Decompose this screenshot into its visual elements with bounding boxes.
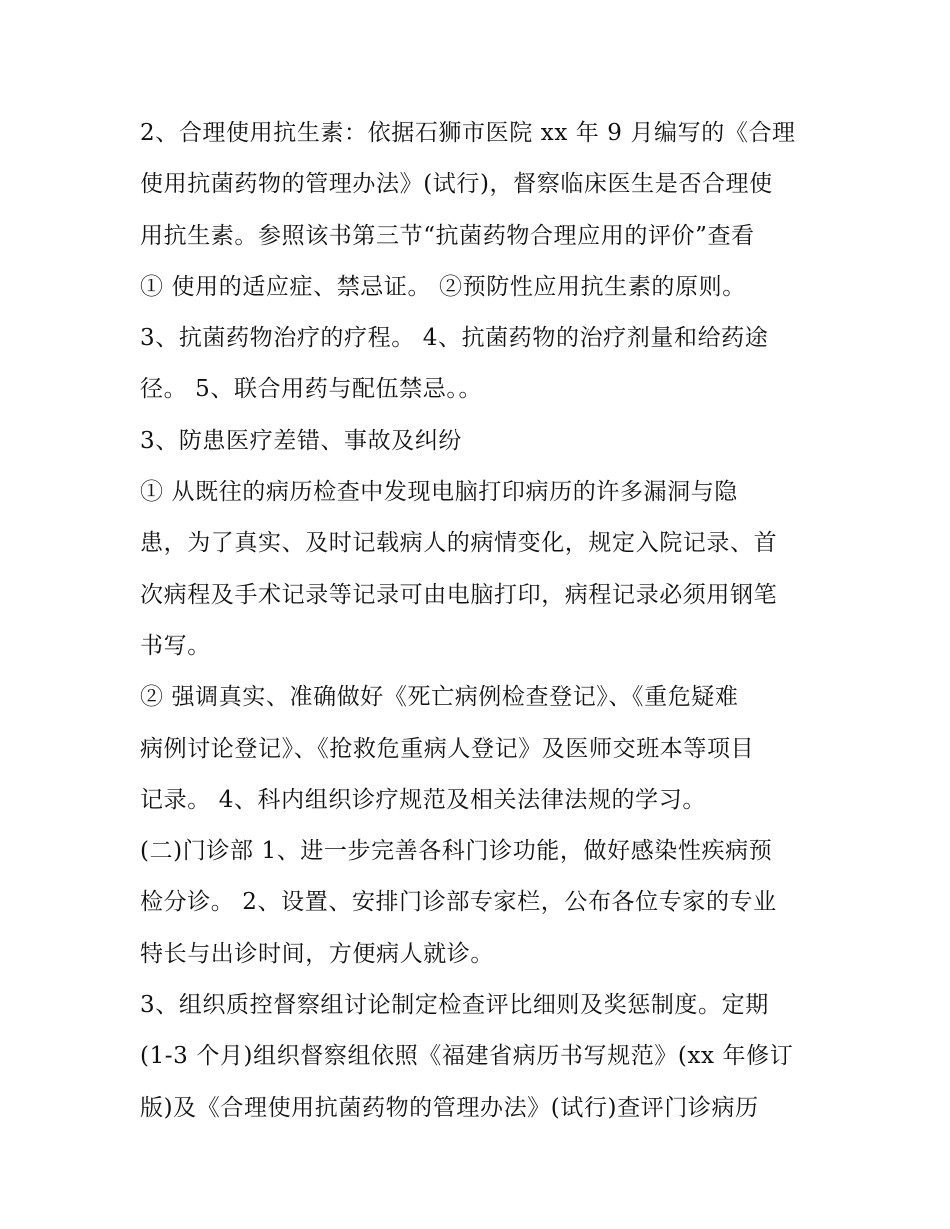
text-line: 记录。 4、科内组织诊疗规范及相关法律法规的学习。 [140,786,706,813]
text-line: 3、抗菌药物治疗的疗程。 4、抗菌药物的治疗剂量和给药途 [140,325,769,352]
text-line: 径。 5、联合用药与配伍禁忌。。 [140,376,483,403]
text-line: 3、组织质控督察组讨论制定检查评比细则及奖惩制度。定期 [140,992,769,1019]
text-line: 2、合理使用抗生素：依据石狮市医院 xx 年 9 月编写的《合理 [140,120,796,146]
text-line: 病例讨论登记》、《抢救危重病人登记》及医师交班本等项目 [140,735,755,762]
document-body [140,108,830,1134]
text-line: (二)门诊部 1、进一步完善各科门诊功能，做好感染性疾病预 [140,838,773,865]
text-line: 版)及《合理使用抗菌药物的管理办法》(试行)查评门诊病历 [140,1094,759,1121]
text-line: 次病程及手术记录等记录可由电脑打印，病程记录必须用钢笔 [140,581,778,608]
text-line: 用抗生素。参照该书第三节“抗菌药物合理应用的评价”查看 [140,222,755,249]
text-line: 使用抗菌药物的管理办法》(试行)，督察临床医生是否合理使 [140,171,773,198]
text-line: 书写。 [140,632,211,659]
text-line: 特长与出诊时间，方便病人就诊。 [140,940,494,967]
text-line: 检分诊。 2、设置、安排门诊部专家栏，公布各位专家的专业 [140,889,777,916]
text-line: ① 使用的适应症、禁忌证。 ②预防性应用抗生素的原则。 [140,273,746,300]
text-line: ② 强调真实、准确做好《死亡病例检查登记》、《重危疑难 [140,684,739,711]
text-line: (1-3 个月)组织督察组依照《福建省病历书写规范》(xx 年修订 [140,1043,794,1070]
text-line: ① 从既往的病历检查中发现电脑打印病历的许多漏洞与隐 [140,479,738,506]
text-line: 3、防患医疗差错、事故及纠纷 [140,427,463,454]
text-line: 患，为了真实、及时记载病人的病情变化，规定入院记录、首 [140,530,778,557]
